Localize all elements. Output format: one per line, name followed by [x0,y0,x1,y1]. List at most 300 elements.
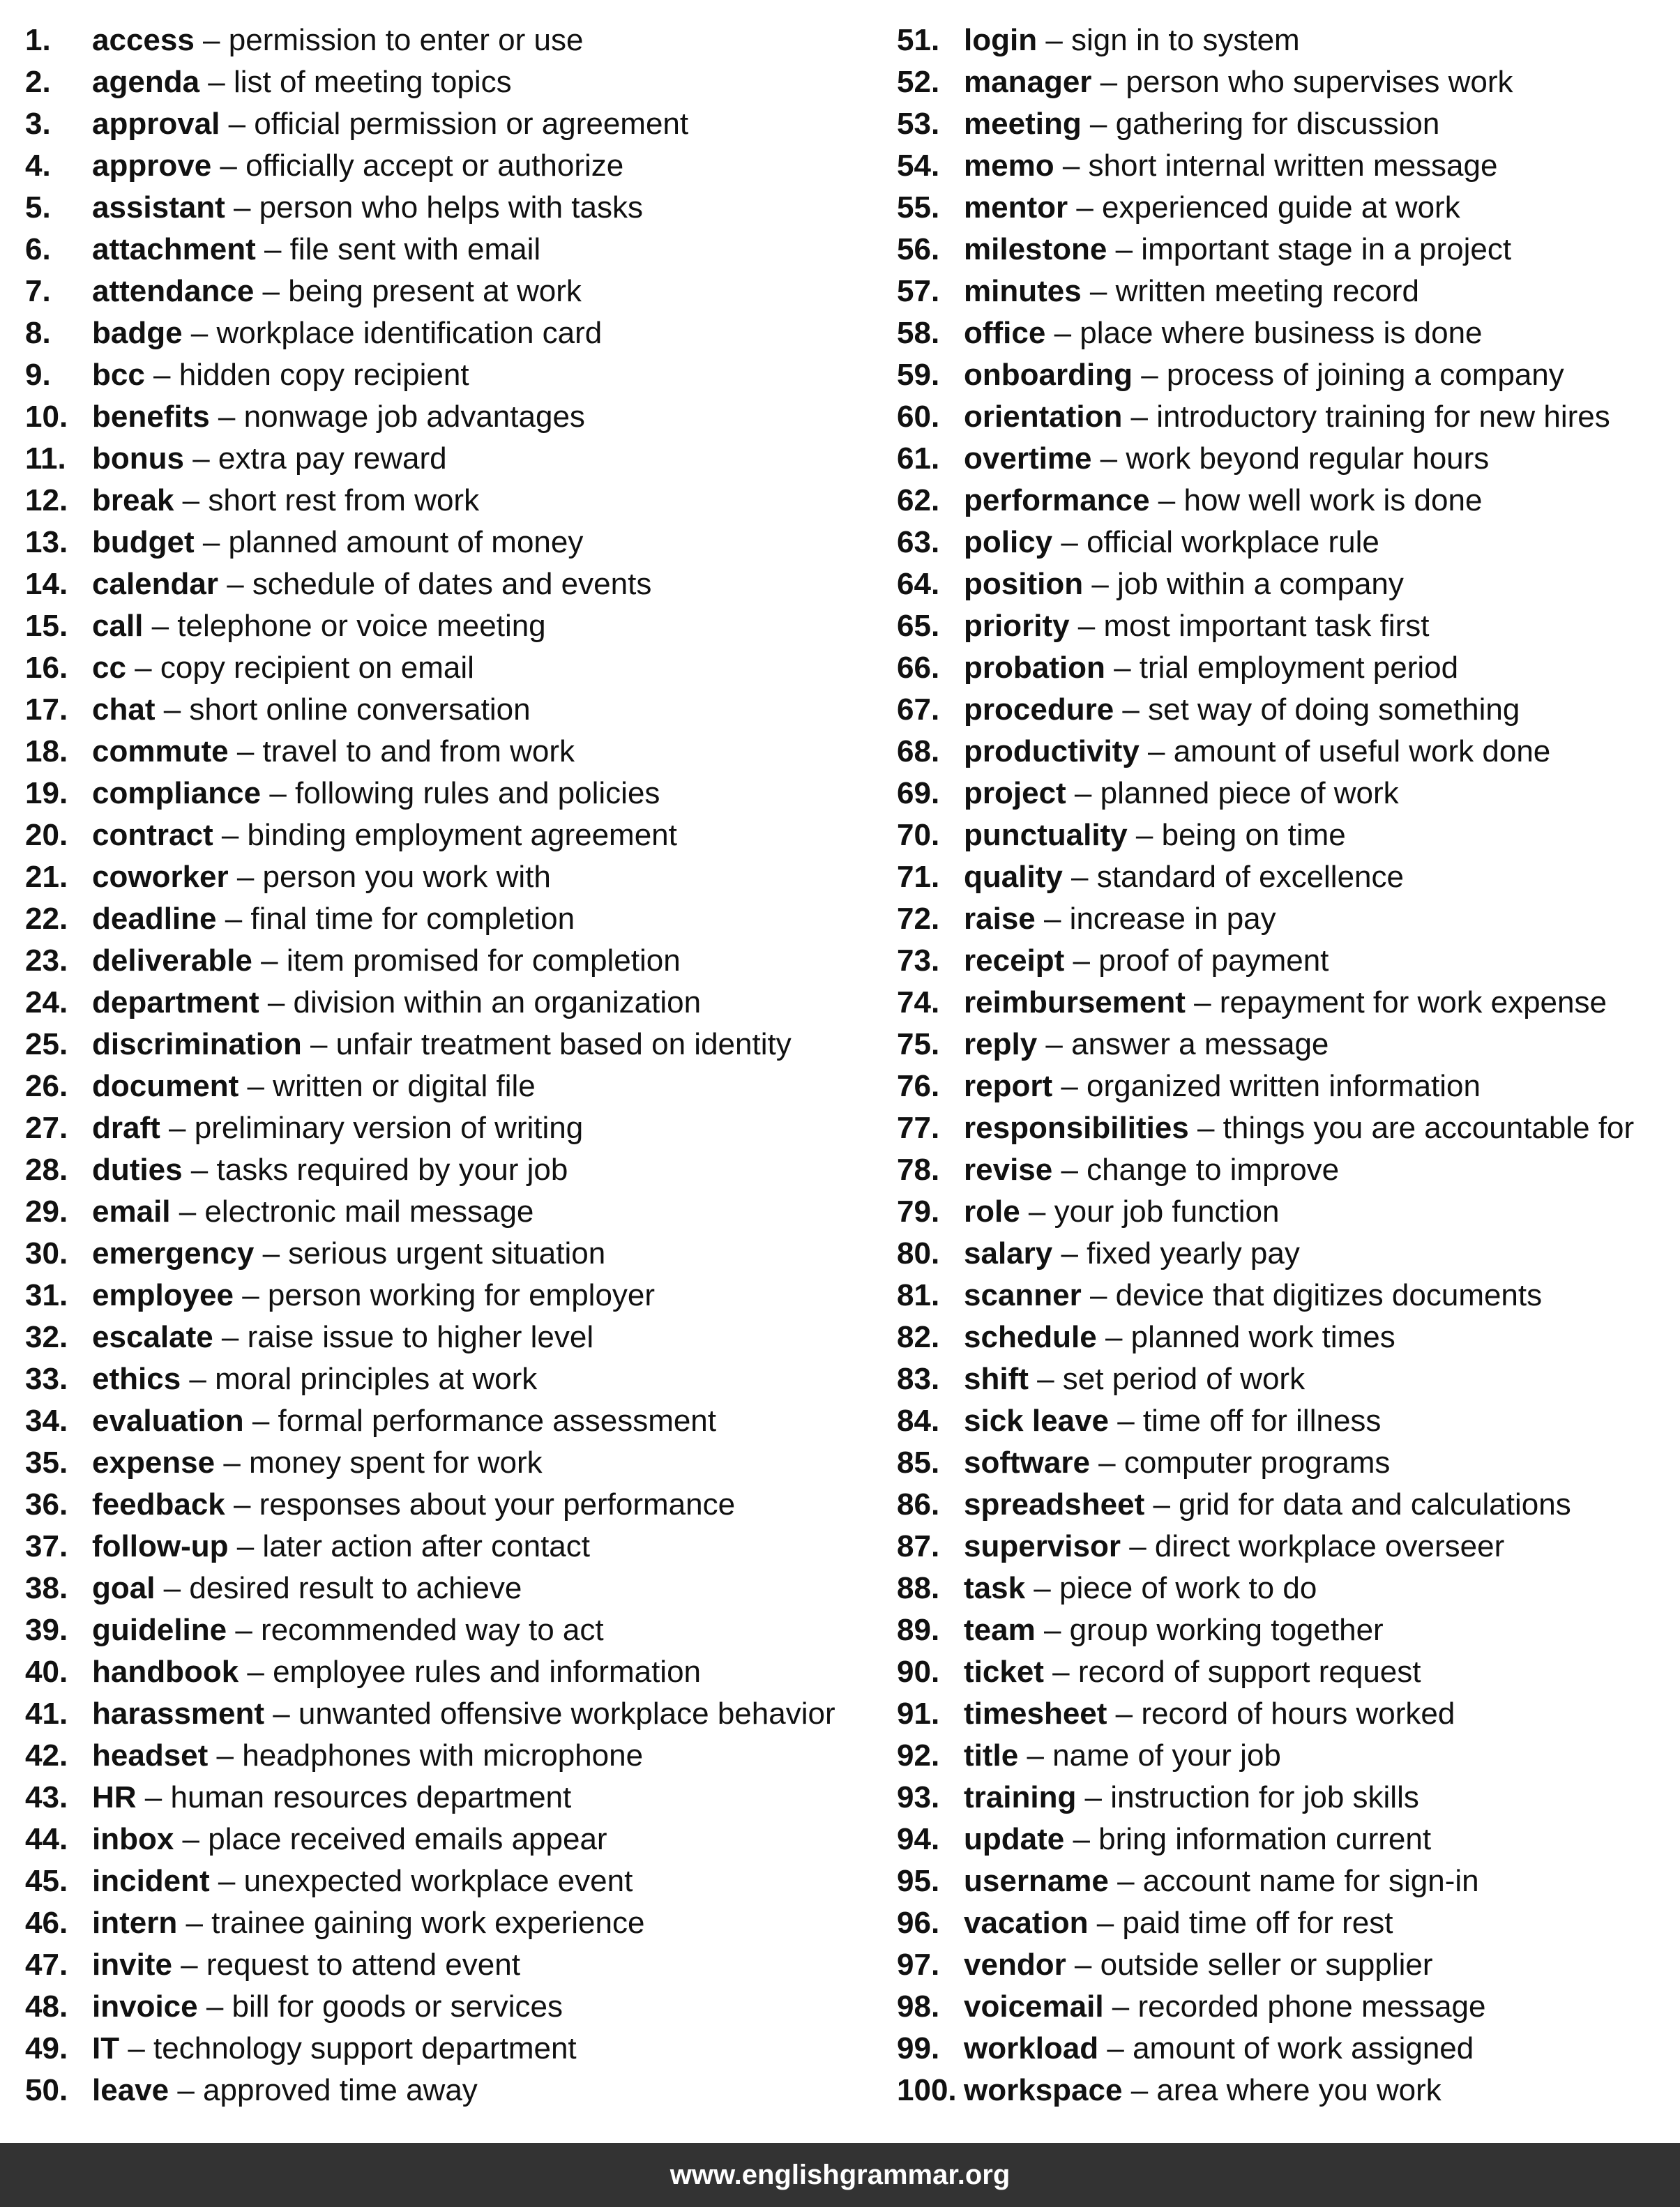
item-term: commute [92,734,229,768]
vocab-item [25,1191,883,1233]
item-definition: – short online conversation [155,692,531,727]
item-number: 87. [897,1529,940,1563]
item-number: 7. [25,274,51,308]
item-term: reimbursement [964,985,1186,1019]
item-definition: – most important task first [1069,609,1430,643]
item-number: 81. [897,1278,940,1312]
item-definition: – amount of useful work done [1139,734,1551,768]
item-term: vendor [964,1948,1066,1982]
item-definition: – name of your job [1018,1738,1281,1773]
item-number: 14. [25,567,68,601]
item-term: feedback [92,1487,225,1522]
item-number: 20. [25,818,68,852]
item-number: 18. [25,734,68,768]
vocab-item [25,982,883,1024]
vocab-item [25,1400,883,1442]
vocabulary-list [0,20,1680,2118]
vocab-item [25,1484,883,1526]
item-number: 69. [897,776,940,810]
item-term: harassment [92,1697,265,1731]
item-number: 28. [25,1153,68,1187]
item-definition: – short rest from work [174,483,480,517]
item-term: title [964,1738,1019,1773]
vocab-item [25,522,883,563]
item-number: 55. [897,190,940,225]
vocab-item [897,1275,1671,1317]
vocab-item [25,563,883,605]
vocab-item [897,1526,1671,1568]
item-definition: – person who supervises work [1091,65,1513,99]
item-definition: – headphones with microphone [208,1738,644,1773]
item-definition: – being on time [1127,818,1346,852]
item-definition: – things you are accountable for [1188,1111,1635,1145]
item-term: call [92,609,144,643]
item-term: responsibilities [964,1111,1189,1145]
left-column [25,20,883,2111]
item-term: reply [964,1027,1038,1061]
item-definition: – extra pay reward [183,441,447,476]
item-number: 47. [25,1948,68,1982]
item-term: mentor [964,190,1068,225]
item-number: 52. [897,65,940,99]
vocab-item [25,2028,883,2070]
vocab-item [25,1149,883,1191]
vocab-item [25,396,883,438]
vocab-item [25,1358,883,1400]
item-number: 75. [897,1027,940,1061]
item-number: 73. [897,943,940,978]
item-definition: – raise issue to higher level [213,1320,594,1354]
item-number: 1. [25,23,51,57]
item-term: HR [92,1780,137,1814]
item-term: assistant [92,190,225,225]
vocab-item [897,647,1671,689]
item-term: login [964,23,1038,57]
item-definition: – planned work times [1096,1320,1395,1354]
item-number: 5. [25,190,51,225]
item-number: 57. [897,274,940,308]
item-definition: – technology support department [119,2031,577,2065]
vocab-item [25,1065,883,1107]
item-definition: – request to attend event [172,1948,520,1982]
item-definition: – grid for data and calculations [1144,1487,1571,1522]
item-definition: – bring information current [1064,1822,1432,1856]
vocab-item [897,522,1671,563]
item-number: 72. [897,902,940,936]
item-number: 96. [897,1906,940,1940]
item-term: headset [92,1738,209,1773]
item-number: 62. [897,483,940,517]
item-term: intern [92,1906,178,1940]
item-number: 31. [25,1278,68,1312]
item-definition: – answer a message [1037,1027,1329,1061]
item-definition: – official permission or agreement [220,107,689,141]
vocab-item [25,814,883,856]
item-number: 78. [897,1153,940,1187]
item-definition: – sign in to system [1037,23,1300,57]
vocab-item [25,1609,883,1651]
vocab-item [897,1400,1671,1442]
vocab-item [25,1986,883,2028]
item-term: workload [964,2031,1099,2065]
item-term: probation [964,651,1105,685]
item-term: sick leave [964,1404,1109,1438]
item-definition: – paid time off for rest [1088,1906,1393,1940]
item-definition: – planned amount of money [194,525,584,559]
item-number: 82. [897,1320,940,1354]
item-term: workspace [964,2073,1123,2107]
item-number: 42. [25,1738,68,1773]
item-term: vacation [964,1906,1089,1940]
item-term: follow-up [92,1529,229,1563]
item-term: receipt [964,943,1065,978]
item-definition: – proof of payment [1064,943,1329,978]
item-number: 34. [25,1404,68,1438]
vocab-item [897,605,1671,647]
item-number: 13. [25,525,68,559]
item-term: document [92,1069,239,1103]
item-definition: – organized written information [1052,1069,1481,1103]
item-number: 35. [25,1446,68,1480]
vocab-item [897,229,1671,271]
item-term: budget [92,525,195,559]
item-number: 60. [897,400,940,434]
vocab-item [25,1651,883,1693]
item-definition: – standard of excellence [1062,860,1404,894]
item-definition: – account name for sign-in [1108,1864,1479,1898]
item-definition: – place where business is done [1045,316,1483,350]
item-number: 100. [897,2073,957,2107]
vocab-item [25,689,883,731]
item-definition: – trainee gaining work experience [177,1906,645,1940]
vocab-item [897,1693,1671,1735]
vocab-item [897,1442,1671,1484]
item-term: role [964,1194,1020,1229]
item-definition: – telephone or voice meeting [143,609,546,643]
item-definition: – recommended way to act [227,1613,604,1647]
item-definition: – place received emails appear [174,1822,607,1856]
item-term: agenda [92,65,200,99]
item-term: memo [964,149,1054,183]
item-term: compliance [92,776,262,810]
item-number: 71. [897,860,940,894]
vocab-item [25,1233,883,1275]
item-number: 25. [25,1027,68,1061]
item-term: approval [92,107,220,141]
vocab-item [897,563,1671,605]
item-number: 38. [25,1571,68,1605]
item-definition: – group working together [1035,1613,1384,1647]
vocab-item [25,1526,883,1568]
item-number: 6. [25,232,51,266]
item-term: punctuality [964,818,1128,852]
item-definition: – time off for illness [1108,1404,1382,1438]
item-number: 70. [897,818,940,852]
item-number: 99. [897,2031,940,2065]
item-term: handbook [92,1655,239,1689]
item-definition: – moral principles at work [181,1362,538,1396]
item-term: duties [92,1153,183,1187]
item-definition: – set period of work [1028,1362,1306,1396]
item-number: 22. [25,902,68,936]
item-number: 49. [25,2031,68,2065]
item-number: 83. [897,1362,940,1396]
item-term: manager [964,65,1092,99]
item-term: draft [92,1111,160,1145]
footer-url[interactable]: www.englishgrammar.org [669,2160,1011,2190]
vocab-item [25,1860,883,1902]
item-number: 95. [897,1864,940,1898]
vocab-item [897,1944,1671,1986]
item-definition: – file sent with email [255,232,541,266]
item-term: invoice [92,1989,198,2024]
item-term: bcc [92,358,145,392]
item-term: supervisor [964,1529,1121,1563]
item-number: 4. [25,149,51,183]
vocab-item [897,1902,1671,1944]
item-number: 61. [897,441,940,476]
item-number: 32. [25,1320,68,1354]
footer-bar [0,2143,1680,2207]
item-number: 12. [25,483,68,517]
item-definition: – short internal written message [1054,149,1498,183]
item-term: report [964,1069,1053,1103]
item-number: 33. [25,1362,68,1396]
item-term: spreadsheet [964,1487,1145,1522]
item-definition: – instruction for job skills [1076,1780,1419,1814]
item-definition: – approved time away [169,2073,478,2107]
item-term: attachment [92,232,256,266]
vocab-item [897,1191,1671,1233]
vocab-item [897,731,1671,773]
item-definition: – process of joining a company [1132,358,1564,392]
vocab-item [25,1735,883,1777]
item-definition: – responses about your performance [225,1487,736,1522]
item-definition: – device that digitizes documents [1081,1278,1543,1312]
vocab-item [897,438,1671,480]
item-definition: – repayment for work expense [1185,985,1607,1019]
vocab-item [25,354,883,396]
vocab-item [897,480,1671,522]
item-term: priority [964,609,1070,643]
item-number: 86. [897,1487,940,1522]
item-term: procedure [964,692,1114,727]
item-term: invite [92,1948,172,1982]
item-term: benefits [92,400,210,434]
vocab-item [897,1651,1671,1693]
item-definition: – fixed yearly pay [1052,1236,1300,1271]
vocab-item [897,1358,1671,1400]
item-definition: – set way of doing something [1114,692,1520,727]
item-term: attendance [92,274,255,308]
item-term: approve [92,149,212,183]
item-number: 64. [897,567,940,601]
item-number: 74. [897,985,940,1019]
vocab-item [25,1275,883,1317]
vocab-item [897,1860,1671,1902]
item-term: incident [92,1864,210,1898]
item-definition: – copy recipient on email [126,651,474,685]
item-definition: – written or digital file [239,1069,536,1103]
item-number: 36. [25,1487,68,1522]
item-number: 29. [25,1194,68,1229]
item-number: 2. [25,65,51,99]
vocab-item [25,605,883,647]
item-term: IT [92,2031,120,2065]
item-number: 39. [25,1613,68,1647]
item-term: bonus [92,441,184,476]
item-term: cc [92,651,126,685]
item-term: orientation [964,400,1123,434]
item-number: 97. [897,1948,940,1982]
vocab-item [897,1819,1671,1860]
item-definition: – job within a company [1083,567,1404,601]
item-definition: – area where you work [1122,2073,1441,2107]
item-number: 51. [897,23,940,57]
item-number: 67. [897,692,940,727]
vocab-item [25,1568,883,1609]
item-term: milestone [964,232,1107,266]
item-definition: – official workplace rule [1052,525,1379,559]
vocab-item [897,982,1671,1024]
item-term: ticket [964,1655,1044,1689]
vocab-item [25,1442,883,1484]
item-definition: – change to improve [1052,1153,1340,1187]
item-number: 80. [897,1236,940,1271]
vocab-item [897,1149,1671,1191]
item-number: 19. [25,776,68,810]
item-term: guideline [92,1613,227,1647]
vocab-item [25,898,883,940]
vocab-item [25,438,883,480]
vocab-item [897,898,1671,940]
item-term: raise [964,902,1036,936]
item-term: department [92,985,259,1019]
vocab-item [897,1233,1671,1275]
item-number: 44. [25,1822,68,1856]
item-definition: – trial employment period [1105,651,1459,685]
vocab-item [25,647,883,689]
vocab-item [897,1735,1671,1777]
item-definition: – amount of work assigned [1098,2031,1474,2065]
item-number: 9. [25,358,51,392]
item-definition: – work beyond regular hours [1091,441,1490,476]
item-definition: – gathering for discussion [1081,107,1440,141]
item-number: 11. [25,441,66,476]
right-column [897,20,1671,2111]
item-definition: – unfair treatment based on identity [301,1027,792,1061]
item-term: minutes [964,274,1082,308]
item-term: expense [92,1446,215,1480]
item-number: 93. [897,1780,940,1814]
item-number: 85. [897,1446,940,1480]
vocab-item [897,145,1671,187]
item-definition: – travel to and from work [228,734,575,768]
vocab-item [25,1902,883,1944]
item-number: 90. [897,1655,940,1689]
item-term: coworker [92,860,229,894]
item-term: badge [92,316,183,350]
item-term: project [964,776,1066,810]
item-number: 48. [25,1989,68,2024]
item-number: 45. [25,1864,68,1898]
vocab-item [897,940,1671,982]
item-number: 76. [897,1069,940,1103]
vocab-item [25,1024,883,1065]
item-number: 98. [897,1989,940,2024]
vocab-item [897,2028,1671,2070]
vocab-item [897,271,1671,312]
item-term: shift [964,1362,1029,1396]
item-number: 77. [897,1111,940,1145]
item-term: contract [92,818,213,852]
item-definition: – binding employment agreement [213,818,677,852]
item-number: 79. [897,1194,940,1229]
vocab-item [897,1317,1671,1358]
item-definition: – employee rules and information [239,1655,702,1689]
vocab-item [25,1107,883,1149]
item-definition: – record of hours worked [1107,1697,1455,1731]
item-definition: – preliminary version of writing [160,1111,584,1145]
vocab-item [897,103,1671,145]
item-term: evaluation [92,1404,244,1438]
item-term: training [964,1780,1077,1814]
item-number: 46. [25,1906,68,1940]
item-definition: – person you work with [228,860,551,894]
item-number: 15. [25,609,68,643]
item-number: 37. [25,1529,68,1563]
vocab-item [897,354,1671,396]
item-term: update [964,1822,1065,1856]
vocab-item [897,1484,1671,1526]
vocab-item [25,145,883,187]
vocab-item [897,1107,1671,1149]
item-number: 21. [25,860,68,894]
item-number: 54. [897,149,940,183]
item-definition: – unexpected workplace event [209,1864,633,1898]
vocab-item [897,1568,1671,1609]
item-term: quality [964,860,1063,894]
item-term: chat [92,692,156,727]
vocab-item [25,1777,883,1819]
item-definition: – schedule of dates and events [218,567,652,601]
vocab-item [897,187,1671,229]
vocab-item [25,1317,883,1358]
item-definition: – piece of work to do [1025,1571,1317,1605]
vocab-item [25,1819,883,1860]
item-number: 53. [897,107,940,141]
vocab-item [897,856,1671,898]
item-definition: – direct workplace overseer [1120,1529,1505,1563]
item-term: deliverable [92,943,252,978]
item-definition: – permission to enter or use [194,23,584,57]
item-term: discrimination [92,1027,302,1061]
item-number: 40. [25,1655,68,1689]
vocab-item [25,2070,883,2111]
item-term: meeting [964,107,1082,141]
vocab-item [25,103,883,145]
item-definition: – record of support request [1043,1655,1421,1689]
item-number: 68. [897,734,940,768]
item-term: inbox [92,1822,174,1856]
vocab-item [25,61,883,103]
vocab-item [25,1944,883,1986]
item-definition: – desired result to achieve [155,1571,522,1605]
item-number: 56. [897,232,940,266]
item-number: 50. [25,2073,68,2107]
item-number: 58. [897,316,940,350]
item-number: 10. [25,400,68,434]
